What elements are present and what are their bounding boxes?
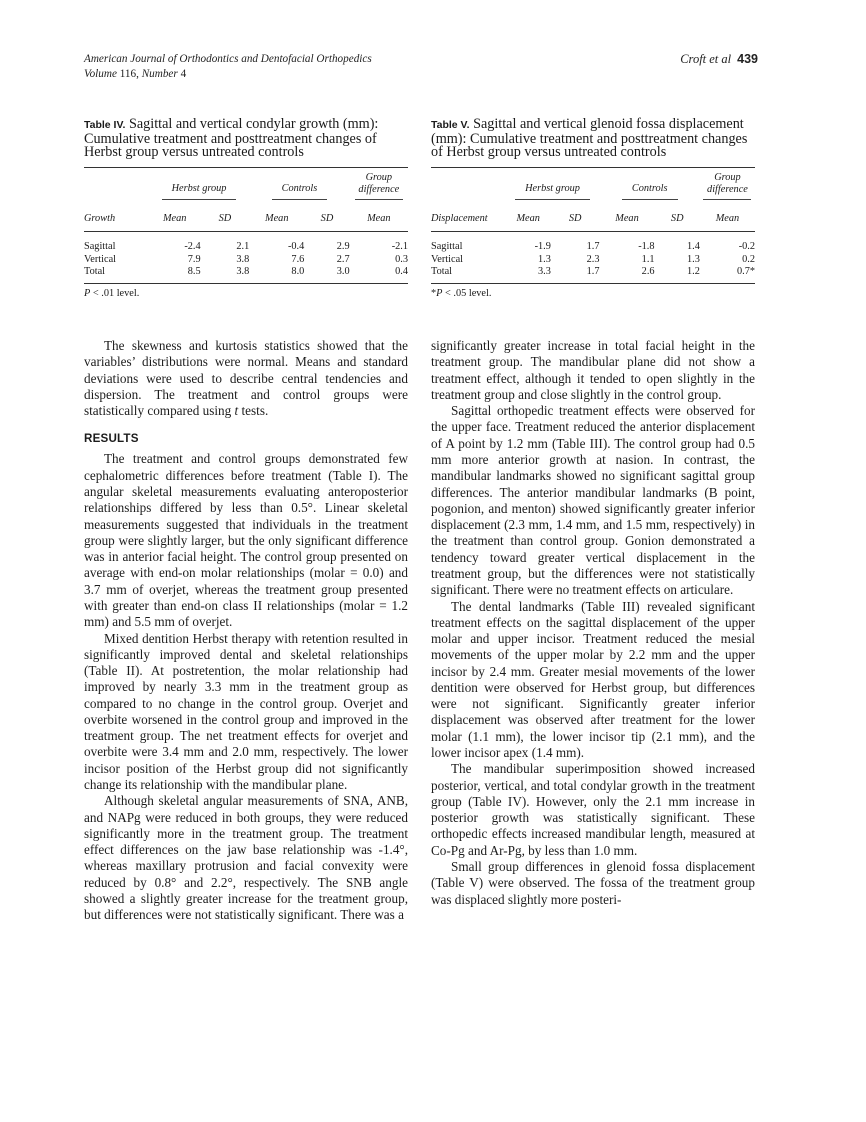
paragraph: The mandibular superimposition showed increased posterior, vertical, and total condylar growth in the treatment group (Table IV). However, only the 2.1 mm increase in posterior growth was statistically significant. These orthopedic effects increased mandibular length, measured at Co-Pg and Ar-Pg, by less than 1.0 mm. (431, 761, 755, 858)
column-header: SD (551, 201, 600, 232)
paragraph: significantly greater increase in total facial height in the treatment group. The mandibular plane did not show a treatment effect, although it tended to open slightly in the treatment group and close slightly in the control group. (431, 338, 755, 402)
page-number: 439 (737, 52, 758, 66)
paragraph: The treatment and control groups demonstrated few cephalometric differences before treatment (Table I). The angular skeletal measurements evaluating anteroposterior relationships differed by less than 0.5°. Linear skeletal measurements suggested that individuals in the treatment group were slightly larger, but the only significant difference was in anterior facial height. The control group presented on average with end-on molar relationships (molar = 0.0) and 3.7 mm of overjet, whereas the treatment group presented with greater than end-on class II relationships (molar = 1.2 mm) and 5.5 mm of overjet. (84, 451, 408, 630)
running-authors: Croft et al (680, 52, 732, 66)
group-header-controls: Controls (272, 183, 328, 199)
column-header: Growth (84, 201, 149, 232)
table-v (431, 118, 755, 299)
journal-title: American Journal of Orthodontics and Dentofacial Orthopedics (84, 53, 372, 65)
table-v-caption: Table V. Sagittal and vertical glenoid fossa displacement (mm): Cumulative treatment and posttreatment changes of Herbst group versus untreated controls (431, 116, 748, 161)
table-iv (84, 118, 408, 299)
running-header (84, 52, 758, 81)
group-header-difference: Group difference (355, 172, 403, 200)
column-header: Mean (350, 201, 408, 232)
section-heading-results: RESULTS (84, 432, 139, 446)
table-row: Vertical 1.3 2.3 1.1 1.3 0.2 (431, 253, 755, 265)
table-iv-grid (84, 167, 408, 285)
body-column-left (84, 338, 408, 924)
table-row: Sagittal -1.9 1.7 -1.8 1.4 -0.2 (431, 241, 755, 253)
column-header: Mean (149, 201, 201, 232)
table-row: Total 8.5 3.8 8.0 3.0 0.4 (84, 266, 408, 284)
table-iv-caption: Table IV. Sagittal and vertical condylar growth (mm): Cumulative treatment and posttreatment changes of Herbst group versus untreated controls (84, 116, 379, 161)
volume-issue: Volume 116, Number 4 (84, 67, 187, 80)
column-header: SD (201, 201, 250, 232)
table-row: Vertical 7.9 3.8 7.6 2.7 0.3 (84, 253, 408, 265)
column-header: Mean (599, 201, 654, 232)
table-iv-footnote: P < .01 level. (84, 288, 140, 300)
group-header-controls: Controls (622, 183, 678, 199)
column-header: SD (304, 201, 349, 232)
column-header: Mean (506, 201, 551, 232)
paragraph: Small group differences in glenoid fossa displacement (Table V) were observed. The fossa of the treatment group was displaced slightly more posteri- (431, 859, 755, 907)
body-column-right (431, 338, 755, 908)
column-header: Mean (700, 201, 755, 232)
table-v-grid (431, 167, 755, 285)
paragraph: Sagittal orthopedic treatment effects were observed for the upper face. Treatment reduced the anterior displacement of A point by 1.2 mm (Table III). The control group had 0.5 mm more anterior growth at nasion. In contrast, the mandibular landmarks showed no significant sagittal group differences. The anterior mandibular landmarks (B point, pogonion, and menton) showed significantly greater inferior displacement (2.3 mm, 1.4 mm, and 1.5 mm, respectively) in the treatment than control group. Gonion demonstrated a tendency toward greater vertical displacement in the treatment group, but the differences were not statistically significant. There were no treatment effects on articulare. (431, 403, 755, 598)
table-v-footnote: *P < .05 level. (431, 288, 492, 300)
paragraph: The dental landmarks (Table III) revealed significant treatment effects on the sagittal displacement of the upper molar and upper incisor. Treatment reduced the mesial movements of the upper molar by 2.2 mm and the upper incisor by 2.4 mm. Greater mesial movements of the lower dentition were observed for Herbst group, but differences were not significant. Significantly greater inferior displacement was observed after treatment for the lower molar (1.1 mm), the lower incisor tip (2.1 mm), and the lower incisor apex (1.4 mm). (431, 598, 755, 761)
column-header: Displacement (431, 201, 506, 232)
table-row: Total 3.3 1.7 2.6 1.2 0.7* (431, 266, 755, 284)
group-header-herbst: Herbst group (162, 183, 237, 199)
author-page (680, 52, 758, 67)
paragraph: Although skeletal angular measurements of SNA, ANB, and NAPg were reduced in both groups, they were reduced significantly more in the treatment group. The treatment effect differences on the jaw base relationship was -1.4°, whereas maxillary protrusion and facial convexity were reduced by 0.8° and 2.2°, respectively. The SNB angle showed a slightly greater increase for the treatment group, but differences were not statistically significant. There was a (84, 793, 408, 923)
paragraph: The skewness and kurtosis statistics showed that the variables’ distributions were normal. Means and standard deviations were used to describe central tendencies and dispersion. The treatment and control groups were statistically compared using t tests. (84, 338, 408, 419)
column-header: Mean (249, 201, 304, 232)
table-row: Sagittal -2.4 2.1 -0.4 2.9 -2.1 (84, 241, 408, 253)
group-header-herbst: Herbst group (515, 183, 590, 199)
group-header-difference: Group difference (703, 172, 751, 200)
column-header: SD (655, 201, 700, 232)
paragraph: Mixed dentition Herbst therapy with retention resulted in significantly improved dental and skeletal relationships (Table II). At postretention, the molar relationship had improved by nearly 3.3 mm in the treatment group as compared to no change in the control group. Overjet and overbite worsened in the control group and improved in the treatment group. The net treatment effects for overjet and overbite were 3.4 mm and 2.0 mm, respectively. The lower incisor position of the Herbst group did not significantly change its relationship with the mandibular plane. (84, 630, 408, 793)
